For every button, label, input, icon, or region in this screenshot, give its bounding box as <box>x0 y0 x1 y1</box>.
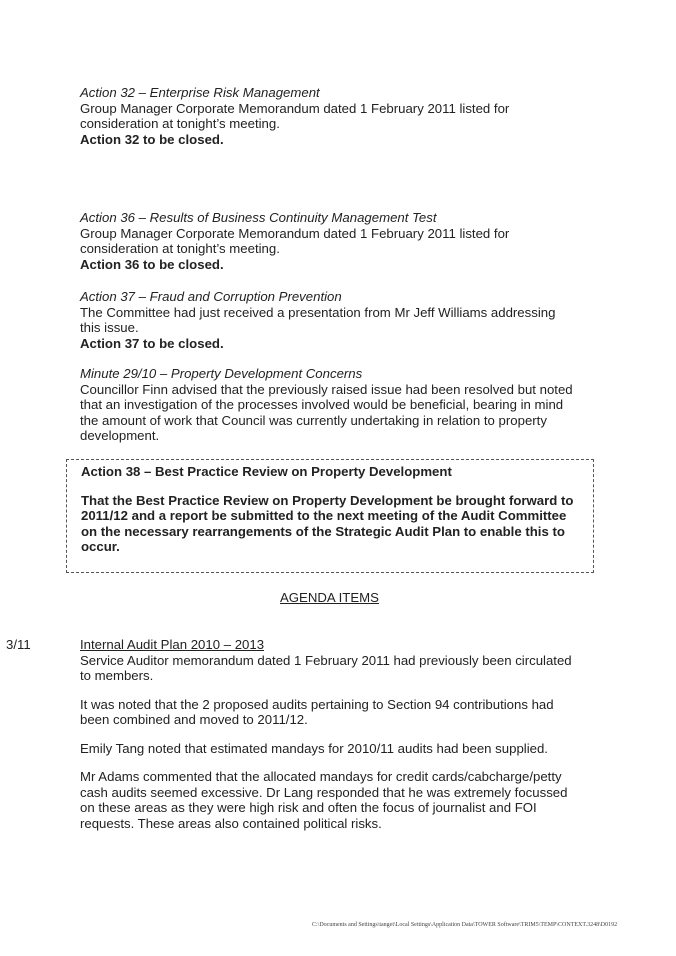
agenda-items-heading: AGENDA ITEMS <box>280 590 379 605</box>
agenda-item-number: 3/11 <box>6 637 31 652</box>
minute-29-10-section <box>80 366 600 444</box>
action-38-line-4: occur. <box>81 539 120 554</box>
action-32-heading: Action 32 – Enterprise Risk Management <box>80 85 320 100</box>
action-32-section <box>80 85 600 147</box>
action-36-section <box>80 210 600 272</box>
paragraph-1-line-2: to members. <box>80 668 154 683</box>
action-38-box <box>66 459 594 573</box>
action-37-closing: Action 37 to be closed. <box>80 335 224 351</box>
paragraph-2-line-1: It was noted that the 2 proposed audits pertaining to Section 94 contributions had <box>80 696 554 712</box>
paragraph-1-line-1: Service Auditor memorandum dated 1 February 2011 had previously been circulated <box>80 652 572 668</box>
action-32-line-1: Group Manager Corporate Memorandum dated 1 February 2011 listed for <box>80 100 510 116</box>
action-37-section <box>80 289 600 351</box>
minute-heading: Minute 29/10 – Property Development Concerns <box>80 366 363 381</box>
paragraph-4-line-2: cash audits seemed excessive. Dr Lang responded that he was extremely focussed <box>80 784 568 800</box>
minute-line-1: Councillor Finn advised that the previously raised issue had been resolved but noted <box>80 381 573 397</box>
action-38-line-2: 2011/12 and a report be submitted to the next meeting of the Audit Committee <box>81 508 567 523</box>
action-37-line-1: The Committee had just received a presentation from Mr Jeff Williams addressing <box>80 304 556 320</box>
minute-line-4: development. <box>80 428 160 443</box>
action-32-line-2: consideration at tonight’s meeting. <box>80 116 280 131</box>
paragraph-2-line-2: been combined and moved to 2011/12. <box>80 712 308 727</box>
minute-line-3: the amount of work that Council was currently undertaking in relation to property <box>80 412 547 428</box>
agenda-item-title: Internal Audit Plan 2010 – 2013 <box>80 637 265 652</box>
agenda-item-section <box>80 637 620 831</box>
minute-line-2: that an investigation of the processes involved would be beneficial, bearing in mind <box>80 397 564 412</box>
action-32-closing: Action 32 to be closed. <box>80 131 224 147</box>
action-38-title: Action 38 – Best Practice Review on Property Development <box>81 464 452 479</box>
paragraph-3-line-1: Emily Tang noted that estimated mandays for 2010/11 audits had been supplied. <box>80 740 548 756</box>
paragraph-4-line-3: on these areas as they were high risk and often the focus of journalist and FOI <box>80 800 537 815</box>
action-37-heading: Action 37 – Fraud and Corruption Prevention <box>80 289 342 304</box>
action-36-line-1: Group Manager Corporate Memorandum dated 1 February 2011 listed for <box>80 225 510 241</box>
action-36-heading: Action 36 – Results of Business Continuity Management Test <box>80 210 437 225</box>
action-36-line-2: consideration at tonight’s meeting. <box>80 241 280 256</box>
footer-file-path: C:\Documents and Settings\tanget\Local Settings\Application Data\TOWER Software\TRIM5\TEMP\CONTEXT.3248\D0192 <box>312 922 618 928</box>
paragraph-4-line-1: Mr Adams commented that the allocated mandays for credit cards/cabcharge/petty <box>80 769 562 784</box>
paragraph-4-line-4: requests. These areas also contained political risks. <box>80 815 382 831</box>
action-38-line-1: That the Best Practice Review on Property Development be brought forward to <box>81 492 574 508</box>
action-38-line-3: on the necessary rearrangements of the Strategic Audit Plan to enable this to <box>81 523 565 539</box>
action-36-closing: Action 36 to be closed. <box>80 256 224 272</box>
action-38-body <box>81 493 583 555</box>
action-37-line-2: this issue. <box>80 320 139 335</box>
